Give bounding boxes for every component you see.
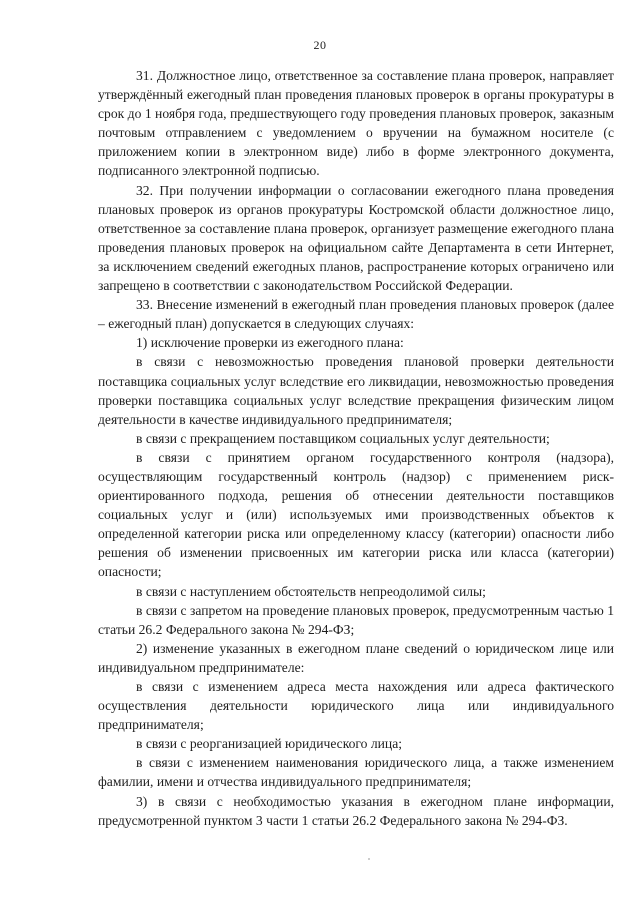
list-subitem: в связи с принятием органом государственного контроля (надзора), осуществляющим государственный контроль (надзор) с применением риск-ориентированного подхода, решения об отнесении деятельности поставщиков социальных услуг и (или) используемых ими производственных объектов к определенной категории риска или определенному классу (категории) опасности либо решения об изменении присвоенных им категории риска или класса (категории) опасности; — [98, 449, 614, 580]
list-item-3: 3) в связи с необходимостью указания в ежегодном плане информации, предусмотренной пунктом 3 части 1 статьи 26.2 Федерального закона № 294-ФЗ. — [98, 793, 614, 828]
paragraph-31: 31. Должностное лицо, ответственное за составление плана проверок, направляет утверждённый ежегодный план проведения плановых проверок в органы прокуратуры в срок до 1 ноября года, предшествующего году проведения плановых проверок, заказным почтовым отправлением с уведомлением о вручении на бумажном носителе (с приложением копии в электронном виде) либо в форме электронного документа, подписанного электронной подписью. — [98, 68, 614, 179]
list-subitem: в связи с реорганизацией юридического лица; — [136, 736, 403, 752]
list-item-1: 1) исключение проверки из ежегодного плана: — [136, 335, 404, 351]
list-subitem: в связи с невозможностью проведения плановой проверки деятельности поставщика социальных услуг вследствие его ликвидации, невозможностью проведения проверки поставщика социальных услуг вследствие прекращения физическим лицом деятельности в качестве индивидуального предпринимателя; — [98, 354, 614, 427]
list-subitem: в связи с запретом на проведение плановых проверок, предусмотренным частью 1 статьи 26.2 Федерального закона № 294-ФЗ; — [98, 602, 614, 637]
list-subitem: в связи с изменением наименования юридического лица, а также изменением фамилии, имени и отчества индивидуального предпринимателя; — [98, 755, 614, 790]
document-body — [98, 66, 614, 830]
list-subitem: в связи с прекращением поставщиком социальных услуг деятельности; — [136, 430, 550, 446]
list-subitem: в связи с изменением адреса места нахождения или адреса фактического осуществления деятельности юридического лица или индивидуального предпринимателя; — [98, 679, 614, 733]
page-number: 20 — [313, 38, 327, 52]
paragraph-32: 32. При получении информации о согласовании ежегодного плана проведения плановых проверок из органов прокуратуры Костромской области должностное лицо, ответственное за составление плана проверок, организует размещение ежегодного плана проведения плановых проверок на официальном сайте Департамента в сети Интернет, за исключением сведений ежегодных планов, распространение которых ограничено или запрещено в соответствии с законодательством Российской Федерации. — [98, 182, 614, 294]
list-item-2: 2) изменение указанных в ежегодном плане сведений о юридическом лице или индивидуальном предпринимателе: — [98, 640, 614, 675]
list-subitem: в связи с наступлением обстоятельств непреодолимой силы; — [136, 583, 486, 599]
paragraph-33: 33. Внесение изменений в ежегодный план проведения плановых проверок (далее – ежегодный план) допускается в следующих случаях: — [98, 297, 614, 332]
scan-speck — [368, 858, 370, 860]
